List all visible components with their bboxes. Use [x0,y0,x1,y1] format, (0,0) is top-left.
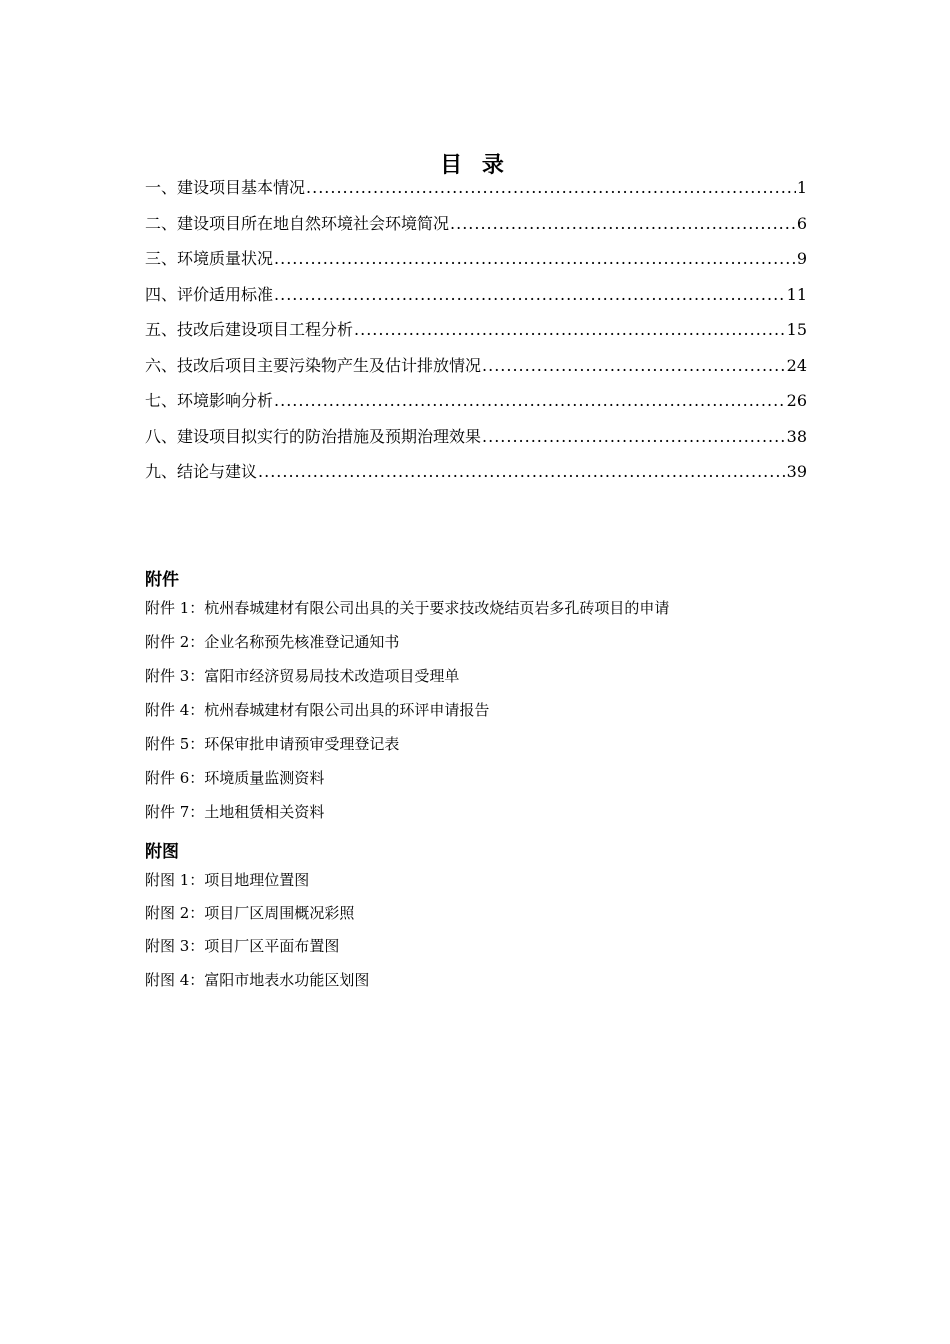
toc-entry-label: 一、建设项目基本情况 [145,178,306,197]
attachment-item: 附件 6：环境质量监测资料 [145,769,325,787]
toc-entry[interactable] [145,281,807,317]
toc-leader [306,174,796,202]
attachments-list [145,597,845,835]
toc-entry[interactable] [145,174,807,210]
attachments-heading: 附件 [145,570,179,590]
figure-item: 附图 4：富阳市地表水功能区划图 [145,971,370,989]
table-of-contents [145,174,807,494]
toc-entry-label: 五、技改后建设项目工程分析 [145,320,354,339]
figure-item: 附图 3：项目厂区平面布置图 [145,937,340,955]
toc-entry-label: 三、环境质量状况 [145,249,274,268]
figures-list [145,869,845,1003]
toc-leader [450,210,796,238]
toc-leader [258,458,786,486]
toc-entry[interactable] [145,316,807,352]
toc-leader [274,281,786,309]
toc-leader [354,316,786,344]
toc-leader [482,423,786,451]
toc-leader [482,352,786,380]
toc-entry-label: 九、结论与建议 [145,462,258,481]
toc-entry-page: 38 [786,426,807,446]
toc-entry-page: 1 [796,178,807,197]
toc-entry[interactable] [145,423,807,459]
toc-entry-page: 15 [786,320,807,339]
toc-entry-label: 八、建设项目拟实行的防治措施及预期治理效果 [145,426,482,446]
attachment-item: 附件 2：企业名称预先核准登记通知书 [145,633,400,651]
attachment-item: 附件 1：杭州春城建材有限公司出具的关于要求技改烧结页岩多孔砖项目的申请 [145,599,670,617]
toc-entry-label: 六、技改后项目主要污染物产生及估计排放情况 [145,355,482,375]
figures-heading: 附图 [145,842,179,862]
toc-entry-page: 39 [786,462,807,481]
toc-entry-page: 9 [796,249,807,268]
attachment-item: 附件 7：土地租赁相关资料 [145,803,325,821]
toc-entry[interactable] [145,458,807,494]
toc-entry-label: 二、建设项目所在地自然环境社会环境简况 [145,213,450,233]
toc-leader [274,387,786,415]
toc-entry-page: 26 [786,391,807,410]
figure-item: 附图 2：项目厂区周围概况彩照 [145,904,355,922]
attachment-item: 附件 5：环保审批申请预审受理登记表 [145,735,400,753]
toc-entry-label: 四、评价适用标准 [145,284,274,304]
toc-entry[interactable] [145,245,807,281]
attachment-item: 附件 4：杭州春城建材有限公司出具的环评申请报告 [145,701,490,719]
toc-entry-label: 七、环境影响分析 [145,391,274,410]
toc-entry-page: 11 [786,284,807,304]
figure-item: 附图 1：项目地理位置图 [145,871,310,889]
toc-title: 目 录 [440,153,510,178]
toc-entry[interactable] [145,352,807,388]
toc-leader [274,245,796,273]
toc-entry[interactable] [145,387,807,423]
toc-entry[interactable] [145,210,807,246]
toc-entry-page: 6 [796,213,807,233]
toc-entry-page: 24 [786,355,807,375]
attachment-item: 附件 3：富阳市经济贸易局技术改造项目受理单 [145,667,460,685]
